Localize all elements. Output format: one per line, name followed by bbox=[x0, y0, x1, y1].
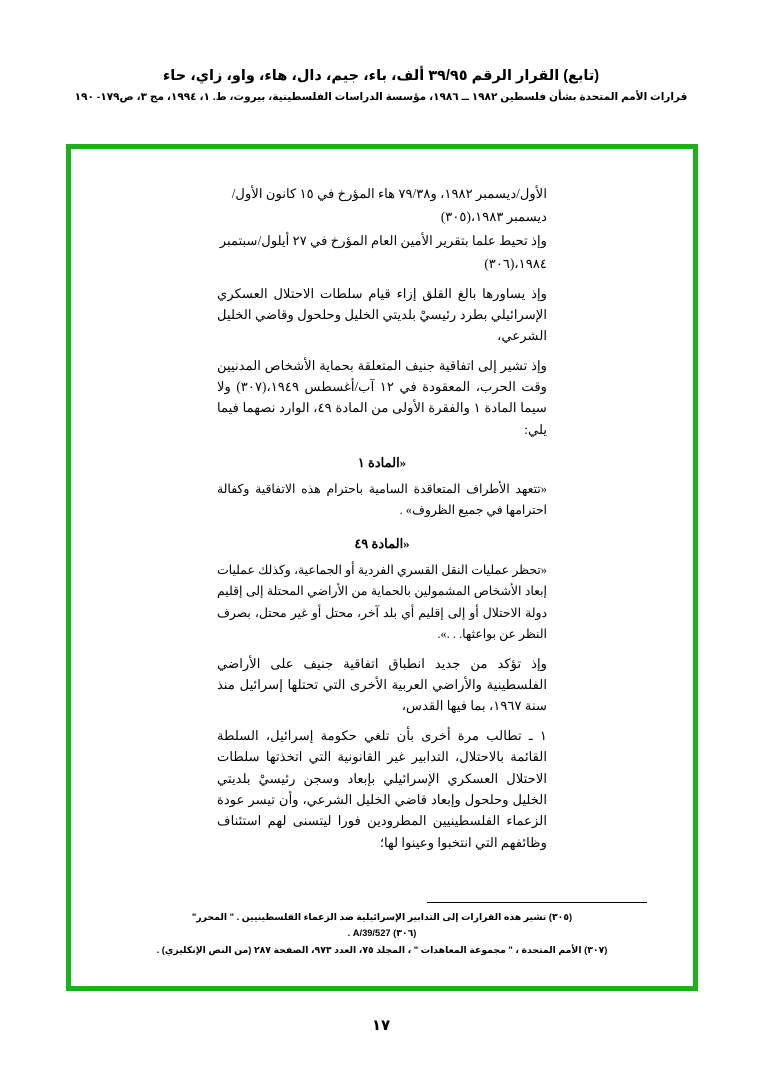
frame-content bbox=[71, 149, 693, 986]
page-source-line: قرارات الأمم المتحدة بشأن فلسطين ١٩٨٢ ــ ١٩٨٦، مؤسسة الدراسات الفلسطينية، بيروت، ط. ١، ١٩٩٤، مج ٣، ص١٧٩- ١٩٠ bbox=[74, 91, 688, 103]
paragraph-preamble-3: وإذ يساورها بالغ القلق إزاء قيام سلطات الاحتلال العسكري الإسرائيلي بطرد رئيسيْ بلديتي الخليل وحلحول وقاضي الخليل الشرعي، bbox=[217, 285, 547, 344]
operative-paragraph-1: ١ ـ تطالب مرة أخرى بأن تلغي حكومة إسرائيل، السلطة القائمة بالاحتلال، التدابير غير القانونية التي اتخذتها سلطات الاحتلال العسكري الإسرائيلي بإبعاد وسجن رئيسيْ بلديتي الخليل وحلحول وإبعاد قاضي الخليل الشرعي، وأن تيسر عودة الزعماء الفلسطينيين المطرودين فورا ليتسنى لهم استئناف وظائفهم التي انتخبوا وعينوا لها؛ bbox=[217, 727, 547, 850]
page-title: (تابع) القرار الرقم ٣٩/٩٥ ألف، باء، جيم، دال، هاء، واو، زاي، حاء bbox=[162, 68, 600, 84]
footnote-separator bbox=[427, 902, 647, 903]
article-1-text: «تتعهد الأطراف المتعاقدة السامية باحترام هذه الاتفاقية وكفالة احترامها في جميع الظروف» . bbox=[217, 482, 547, 518]
footnotes-block bbox=[117, 902, 647, 958]
paragraph-preamble-2: وإذ تحيط علما بتقرير الأمين العام المؤرخ في ٢٧ أيلول/سبتمبر bbox=[219, 232, 547, 248]
footnote-306: (٣٠٦) A/39/527 . bbox=[347, 928, 417, 939]
article-49-text: «تحظر عمليات النقل القسري الفردية أو الجماعية، وكذلك عمليات إبعاد الأشخاص المشمولين بالحماية من الأراضي المحتلة إلى إقليم دولة الاحتلال أو إلى إقليم أي بلد آخر، محتل أو غير محتل، بصرف النظر عن بواعثها. . .». bbox=[217, 563, 547, 641]
green-border-frame bbox=[66, 144, 698, 991]
article-49-heading: «المادة ٤٩ bbox=[354, 536, 410, 552]
page-header bbox=[0, 68, 762, 103]
footnote-305: (٣٠٥) تشير هذه القرارات إلى التدابير الإسرائيلية ضد الزعماء الفلسطينيين . " المحرر" bbox=[191, 912, 573, 923]
page-number: ١٧ bbox=[371, 1017, 391, 1034]
paragraph-preamble-1: الأول/ديسمبر ١٩٨٢، و٧٩/٣٨ هاء المؤرخ في ١٥ كانون الأول/ bbox=[231, 186, 547, 201]
paragraph-preamble-4: وإذ تشير إلى اتفاقية جنيف المتعلقة بحماية الأشخاص المدنيين وقت الحرب، المعقودة في ١٢ آب/أغسطس ١٩٤٩،(٣٠٧) ولا سيما المادة ١ والفقرة الأولى من المادة ٤٩، الوارد نصهما فيما يلي: bbox=[217, 357, 547, 437]
paragraph-preamble-1-cont: ديسمبر ١٩٨٣،(٣٠٥) bbox=[440, 209, 547, 225]
document-body bbox=[217, 183, 547, 853]
article-1-heading: «المادة ١ bbox=[357, 455, 407, 471]
footnote-307: (٣٠٧) الأمم المتحدة ، " مجموعة المعاهدات " ، المجلد ٧٥، العدد ٩٧٣، الصفحة ٢٨٧ (من النص الإنكليزي) . bbox=[156, 944, 608, 955]
paragraph-preamble-2-cont: ١٩٨٤،(٣٠٦) bbox=[484, 256, 547, 272]
paragraph-preamble-5: وإذ تؤكد من جديد انطباق اتفاقية جنيف على الأراضي الفلسطينية والأراضي العربية الأخرى التي تحتلها إسرائيل منذ سنة ١٩٦٧، بما فيها القدس، bbox=[217, 655, 547, 714]
